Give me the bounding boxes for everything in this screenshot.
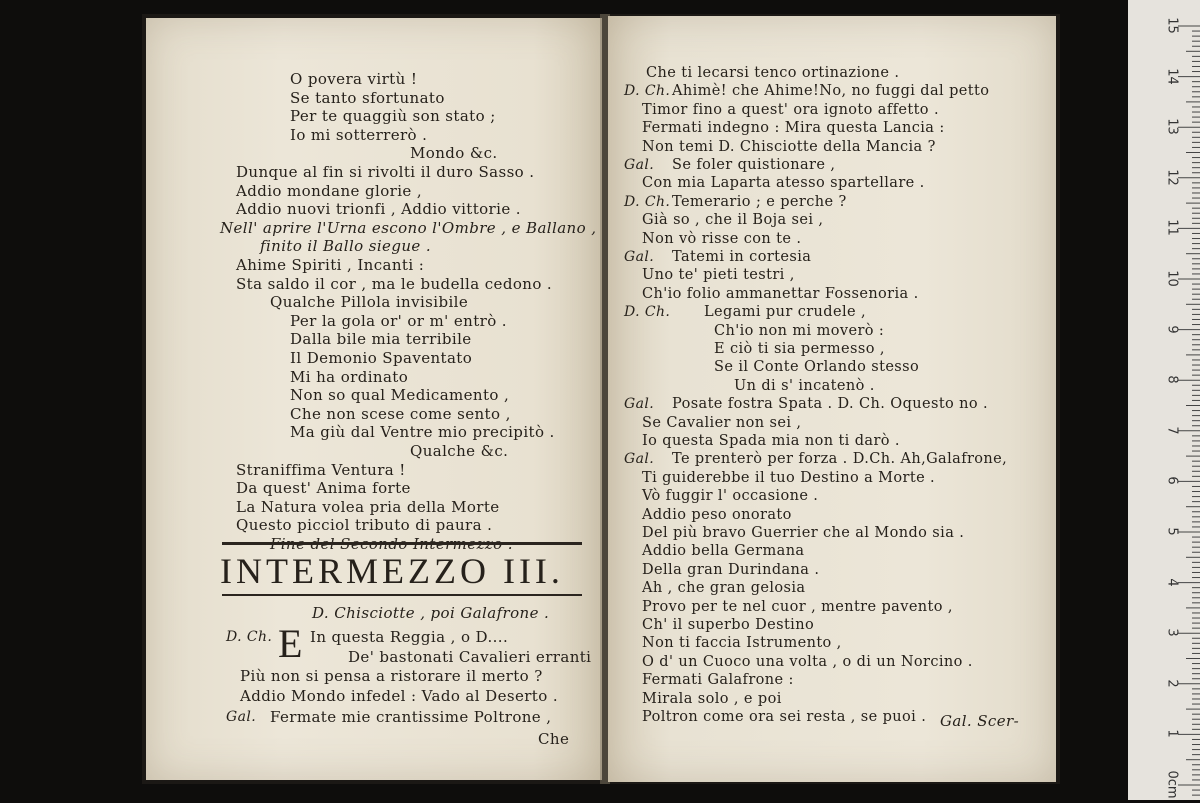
text-line: Se tanto sfortunato — [290, 88, 445, 107]
text-line: Addio mondane glorie , — [236, 181, 423, 200]
text-line: Mi ha ordinato — [290, 367, 409, 386]
text-line: Sta saldo il cor , ma le budella cedono . — [236, 274, 553, 293]
dialogue-line: Un di s' incatenò . — [734, 377, 875, 394]
ruler-number: 11 — [1164, 219, 1180, 237]
text-line: Per te quaggiù son stato ; — [290, 107, 496, 126]
dialogue-line: Ti guiderebbe il tuo Destino a Morte . — [642, 469, 936, 486]
text-line: Nell' aprire l'Urna escono l'Ombre , e Ballano , — [220, 218, 597, 237]
text-line: Dunque al fin si rivolti il duro Sasso . — [236, 163, 535, 181]
dialogue-line: Timor fino a quest' ora ignoto affetto . — [642, 101, 939, 118]
text-line: Qualche &c. — [410, 442, 509, 460]
catchword: Che — [538, 730, 570, 748]
text-line: Addio nuovi trionfi , Addio vittorie . — [236, 200, 521, 219]
text-line: Non so qual Medicamento , — [290, 386, 510, 405]
dialogue-line: Ch'io non mi moverò : — [714, 322, 885, 339]
dialogue-line: Vò fuggir l' occasione . — [642, 488, 819, 505]
ruler-number: 15 — [1164, 17, 1180, 34]
catchword: Gal. Scer- — [940, 712, 1020, 730]
ruler-number: 4 — [1164, 577, 1180, 587]
measuring-ruler — [1128, 0, 1200, 800]
speaker-label: D. Ch. — [624, 83, 671, 100]
open-book — [142, 14, 1060, 784]
drop-capital: E — [278, 621, 303, 666]
text-line: Mondo &c. — [410, 144, 498, 163]
dialogue-line: Ch' il superbo Destino — [642, 617, 815, 633]
left-page — [146, 18, 602, 780]
dialogue-line: Fermati Galafrone : — [642, 672, 794, 689]
dialogue-line: Più non si pensa a ristorare il merto ? — [240, 667, 543, 685]
dialogue-line: Tatemi in cortesia — [672, 249, 812, 265]
text-line: Il Demonio Spaventato — [290, 349, 473, 367]
ruler-number: 8 — [1164, 375, 1180, 384]
dialogue-line: De' bastonati Cavalieri erranti — [348, 647, 592, 666]
dialogue-line: Se Cavalier non sei , — [642, 414, 802, 431]
speaker-label: Gal. — [624, 157, 655, 173]
dialogue-line: Temerario ; e perche ? — [672, 193, 847, 210]
ruler-number: 0cm — [1164, 770, 1180, 799]
dialogue-line: Uno te' pieti testri , — [642, 267, 795, 284]
text-line: Questo picciol tributo di paura . — [236, 516, 493, 535]
text-line: La Natura volea pria della Morte — [236, 497, 500, 516]
dialogue-line: O d' un Cuoco una volta , o di un Norcino . — [642, 653, 973, 670]
dialogue-line: In questa Reggia , o D.... — [310, 628, 509, 646]
dialogue-line: Se il Conte Orlando stesso — [714, 359, 920, 376]
ruler-number: 1 — [1164, 729, 1180, 739]
dialogue-line: Con mia Laparta atesso spartellare . — [642, 175, 925, 192]
dialogue-line: Poltron come ora sei resta , se puoi . — [642, 709, 927, 725]
dialogue-line: Addio peso onorato — [642, 506, 792, 523]
text-line: Per la gola or' or m' entrò . — [290, 311, 507, 330]
speaker-label: Gal. — [624, 249, 655, 265]
dialogue-line: Del più bravo Guerrier che al Mondo sia . — [642, 525, 965, 541]
text-line: Io mi sotterrerò . — [290, 125, 428, 144]
dialogue-line: Non vò risse con te . — [642, 230, 802, 247]
dialogue-line: Mirala solo , e poi — [642, 690, 782, 707]
ruler-number: 9 — [1164, 324, 1180, 334]
text-line: Ahime Spiriti , Incanti : — [236, 256, 425, 274]
text-line: Che non scese come sento , — [290, 404, 511, 423]
dialogue-line: Fermati indegno : Mira questa Lancia : — [642, 120, 945, 137]
dialogue-line: Provo per te nel cuor , mentre pavento , — [642, 598, 953, 615]
section-subtitle: D. Chisciotte , poi Galafrone . — [312, 604, 550, 622]
speaker-label: D. Ch. — [226, 629, 273, 645]
dialogue-line: E ciò ti sia permesso , — [714, 341, 885, 357]
dialogue-line: Addio Mondo infedel : Vado al Deserto . — [240, 686, 558, 705]
ruler-number: 3 — [1164, 628, 1180, 637]
ruler-number: 6 — [1164, 476, 1180, 486]
text-line: Ma giù dal Ventre mio precipitò . — [290, 423, 555, 442]
dialogue-line: Legami pur crudele , — [704, 304, 866, 321]
dialogue-line: Fermate mie crantissime Poltrone , — [270, 708, 552, 726]
dialogue-line: Che ti lecarsi tenco ortinazione . — [646, 65, 900, 81]
title-rule-bottom — [222, 594, 582, 596]
dialogue-line: Ahimè! che Ahime!No, no fuggi dal petto — [672, 83, 990, 100]
text-line: O povera virtù ! — [290, 70, 418, 88]
text-line: finito il Ballo siegue . — [260, 237, 432, 256]
speaker-label: Gal. — [624, 396, 655, 413]
dialogue-line: Della gran Durindana . — [642, 561, 820, 578]
ruler-number: 10 — [1164, 270, 1180, 287]
dialogue-line: Addio bella Germana — [642, 543, 805, 560]
ruler-number: 2 — [1164, 679, 1180, 688]
ruler-number: 13 — [1164, 118, 1180, 135]
dialogue-line: Non temi D. Chisciotte della Mancia ? — [642, 138, 936, 155]
right-page — [608, 16, 1056, 782]
ruler-number: 5 — [1164, 527, 1180, 536]
text-line: Qualche Pillola invisibile — [270, 293, 469, 312]
text-line: Dalla bile mia terribile — [290, 330, 472, 349]
dialogue-line: Non ti faccia Istrumento , — [642, 635, 842, 652]
dialogue-line: Te prenterò per forza . D.Ch. Ah,Galafrone, — [672, 451, 1008, 468]
dialogue-line: Ah , che gran gelosia — [642, 580, 806, 597]
ruler-number: 7 — [1164, 426, 1180, 435]
dialogue-line: Ch'io folio ammanettar Fossenoria . — [642, 285, 919, 302]
speaker-label: D. Ch. — [624, 304, 671, 321]
ruler-number: 14 — [1164, 67, 1180, 85]
speaker-label: D. Ch. — [624, 193, 671, 210]
ruler-number: 12 — [1164, 169, 1180, 186]
speaker-label: Gal. — [624, 451, 655, 468]
text-line: Straniffima Ventura ! — [236, 460, 406, 479]
dialogue-line: Io questa Spada mia non ti darò . — [642, 433, 900, 449]
dialogue-line: Già so , che il Boja sei , — [642, 212, 824, 229]
dialogue-line: Posate fostra Spata . D. Ch. Oquesto no . — [672, 396, 989, 413]
title-rule-top — [222, 542, 582, 545]
text-line: Da quest' Anima forte — [236, 479, 411, 498]
speaker-label: Gal. — [226, 709, 257, 725]
dialogue-line: Se foler quistionare , — [672, 157, 836, 173]
section-title: INTERMEZZO III. — [220, 551, 564, 591]
